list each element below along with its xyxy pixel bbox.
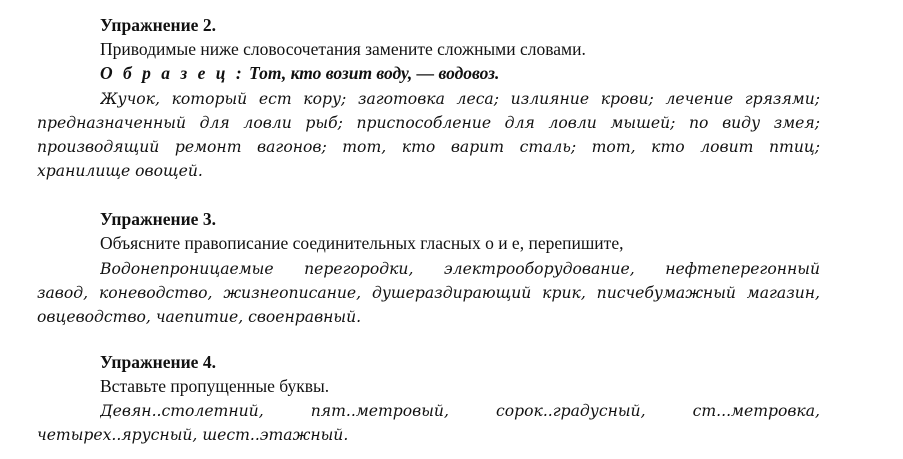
exercise-4-instruction: Вставьте пропущенные буквы. — [100, 376, 330, 396]
exercise-3-text-line: Водонепроницаемые перегородки, электрооборудование, нефтеперегонный — [100, 260, 820, 278]
exercise-3-text-line: овцеводство, чаепитие, своенравный. — [37, 308, 362, 326]
exercise-4-heading: Упражнение 4. — [100, 352, 216, 372]
exercise-4-text-line: четырех..ярусный, шест..этажный. — [37, 426, 349, 444]
exercise-2-text-line: Жучок, который ест кору; заготовка леса; излияние крови; лечение грязями; — [100, 90, 820, 108]
exercise-2-text-line: производящий ремонт вагонов; тот, кто варит сталь; тот, кто ловит птиц; — [37, 138, 820, 156]
exercise-2-instruction: Приводимые ниже словосочетания замените сложными словами. — [100, 39, 586, 59]
exercise-4-text-line: Девян..столетний, пят..метровый, сорок..градусный, ст...метровка, — [100, 402, 820, 420]
exercise-3-text-line: завод, коневодство, жизнеописание, душераздирающий крик, писчебумажный магазин, — [37, 284, 820, 302]
sample-text: Тот, кто возит воду, — водовоз. — [249, 63, 500, 83]
exercise-2-text-line: предназначенный для ловли рыб; приспособление для ловли мышей; по виду змея; — [37, 114, 820, 132]
exercise-2-text-line: хранилище овощей. — [37, 162, 203, 180]
exercise-3-instruction: Объясните правописание соединительных гласных о и е, перепишите, — [100, 233, 624, 253]
exercise-2-sample — [100, 62, 499, 84]
exercise-2-heading: Упражнение 2. — [100, 15, 216, 35]
sample-label: О б р а з е ц : — [100, 63, 245, 83]
exercise-3-heading: Упражнение 3. — [100, 209, 216, 229]
